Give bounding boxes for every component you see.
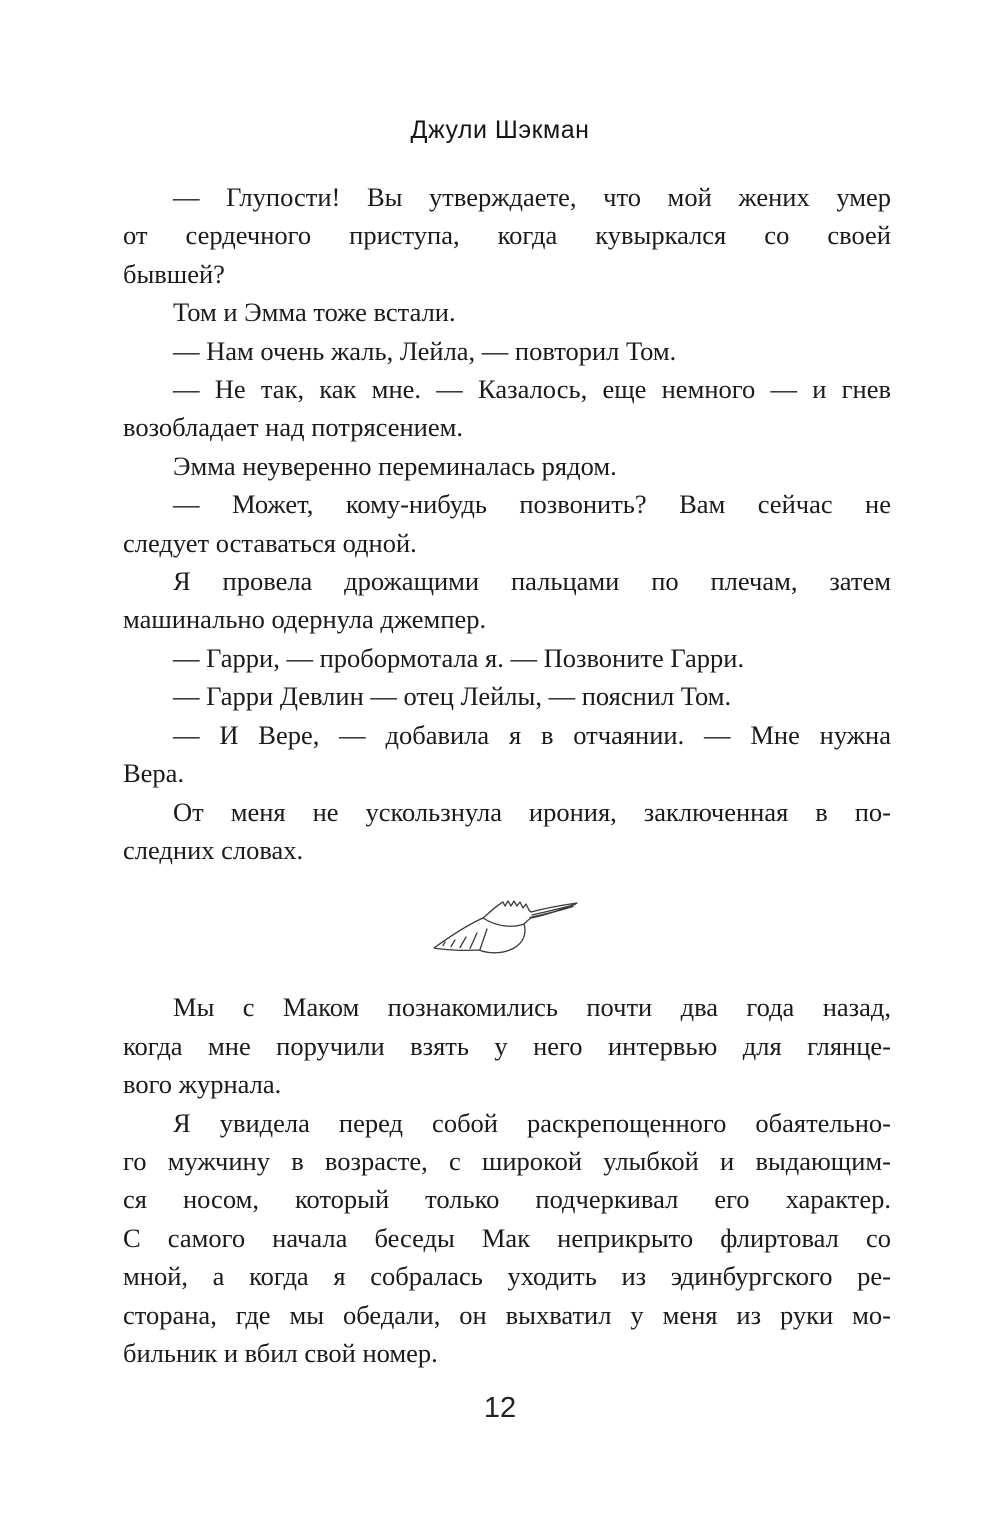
text-line: Том и Эмма тоже встали. <box>173 297 456 328</box>
paragraph <box>123 332 891 370</box>
seashell-icon <box>431 896 583 962</box>
text-line: — Гарри Девлин — отец Лейлы, — пояснил Том. <box>173 681 732 712</box>
paragraph <box>123 988 891 1103</box>
text-line: Вера. <box>123 758 185 789</box>
section-divider <box>123 869 891 988</box>
text-line: от сердечного приступа, когда кувыркался со своей <box>123 220 891 251</box>
text-line: ся носом, который только подчеркивал его характер. <box>123 1184 891 1215</box>
text-line: машинально одернула джемпер. <box>123 604 487 635</box>
text-line: следует оставаться одной. <box>123 527 417 558</box>
section-2 <box>123 988 891 1372</box>
text-line: — Глупости! Вы утверждаете, что мой жених умер <box>173 182 891 212</box>
text-line: Я увидела перед собой раскрепощенного обаятельно- <box>173 1107 891 1138</box>
paragraph <box>123 677 891 715</box>
text-line: сторана, где мы обедали, он выхватил у меня из руки мо- <box>123 1299 891 1330</box>
text-line: — Может, кому-нибудь позвонить? Вам сейчас не <box>173 489 891 520</box>
text-line: — Нам очень жаль, Лейла, — повторил Том. <box>173 335 677 366</box>
text-line: — Гарри, — пробормотала я. — Позвоните Гарри. <box>173 642 745 673</box>
paragraph <box>123 716 891 793</box>
paragraph <box>123 370 891 447</box>
text-line: — Не так, как мне. — Казалось, еще немного — и гнев <box>173 374 891 405</box>
text-line: бильник и вбил свой номер. <box>123 1337 438 1368</box>
section-1 <box>123 178 891 869</box>
text-line: следних словах. <box>123 834 304 865</box>
paragraph <box>123 485 891 562</box>
text-line: вого журнала. <box>123 1069 282 1100</box>
text-line: С самого начала беседы Мак неприкрыто флиртовал со <box>123 1222 891 1253</box>
text-line: От меня не ускользнула ирония, заключенная в по- <box>173 796 891 827</box>
paragraph <box>123 447 891 485</box>
text-line: Я провела дрожащими пальцами по плечам, затем <box>173 566 891 597</box>
running-header: Джули Шэкман <box>410 116 590 144</box>
paragraph <box>123 793 891 870</box>
paragraph <box>123 562 891 639</box>
text-line: когда мне поручили взять у него интервью для глянце- <box>123 1030 891 1061</box>
text-block <box>123 178 891 1372</box>
text-line: бывшей? <box>123 258 225 289</box>
text-line: — И Вере, — добавила я в отчаянии. — Мне нужна <box>173 719 891 750</box>
page-number: 12 <box>483 1392 517 1424</box>
text-line: Эмма неуверенно переминалась рядом. <box>173 450 617 481</box>
paragraph <box>123 639 891 677</box>
text-line: Мы с Маком познакомились почти два года назад, <box>173 992 891 1023</box>
paragraph <box>123 178 891 293</box>
text-line: возобладает над потрясением. <box>123 412 464 443</box>
text-line: мной, а когда я собралась уходить из эдинбургского ре- <box>123 1261 891 1292</box>
paragraph <box>123 1104 891 1373</box>
text-line: го мужчину в возрасте, с широкой улыбкой и выдающим- <box>123 1145 891 1176</box>
paragraph <box>123 293 891 331</box>
